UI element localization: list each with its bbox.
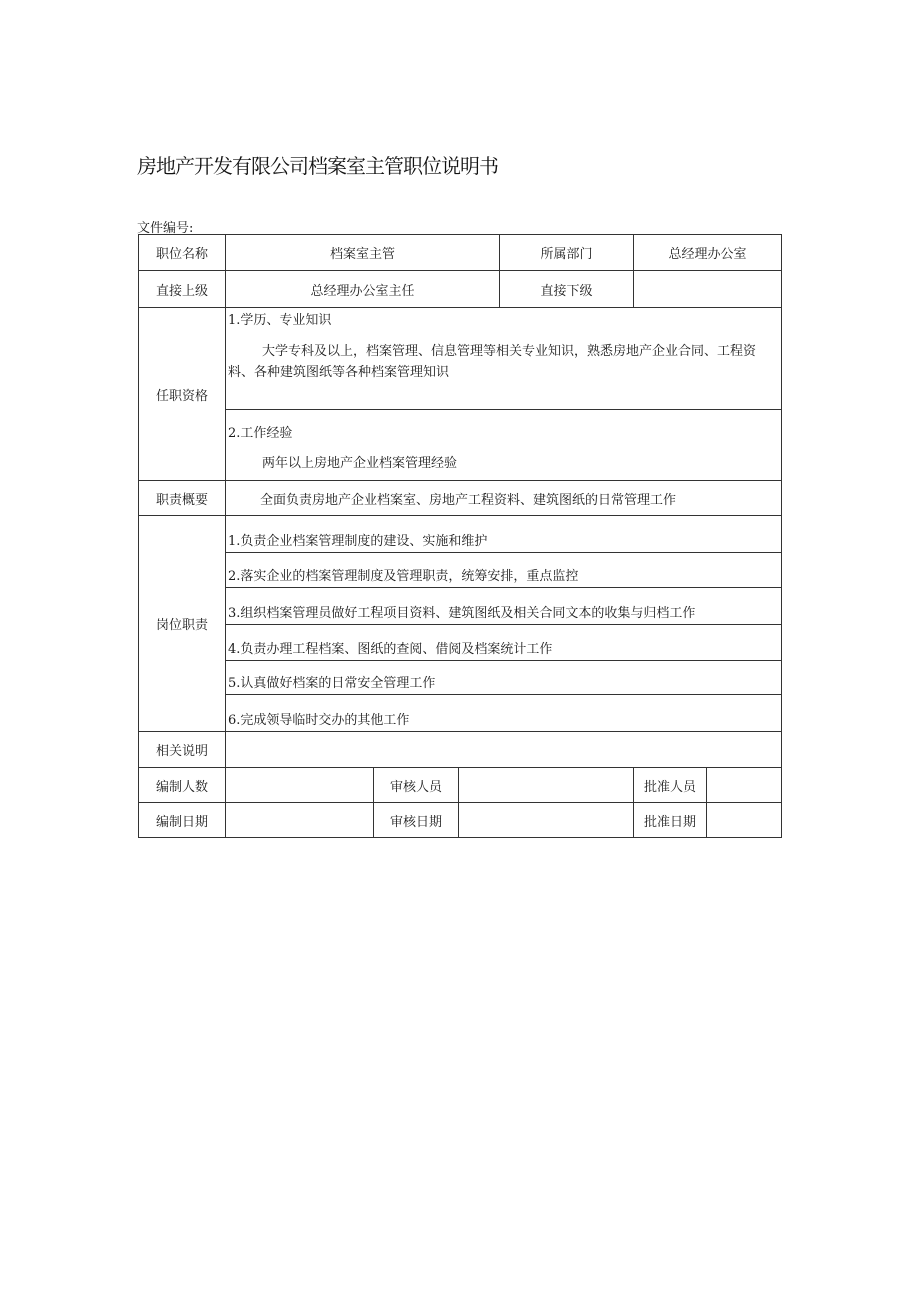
reviewed-date-value (459, 803, 634, 838)
department-label: 所属部门 (500, 235, 634, 271)
row-superior (139, 271, 782, 308)
duty-item: 2.落实企业的档案管理制度及管理职责，统筹安排，重点监控 (226, 553, 781, 588)
notes-value (226, 732, 782, 768)
reviewed-date-label: 审核日期 (374, 803, 459, 838)
direct-subordinate-value (634, 271, 782, 308)
education-body: 大学专科及以上，档案管理、信息管理等相关专业知识，熟悉房地产企业合同、工程资料、各种建筑图纸等各种档案管理知识 (228, 344, 757, 380)
qualification-cell (226, 308, 782, 481)
row-signoff-people (139, 768, 782, 803)
row-signoff-dates (139, 803, 782, 838)
position-name-value: 档案室主管 (226, 235, 500, 271)
doc-number-label: 文件编号: (137, 221, 194, 236)
summary-value: 全面负责房地产企业档案室、房地产工程资料、建筑图纸的日常管理工作 (226, 481, 782, 516)
duty-item: 4.负责办理工程档案、图纸的查阅、借阅及档案统计工作 (226, 625, 781, 661)
duty-item: 3.组织档案管理员做好工程项目资料、建筑图纸及相关合同文本的收集与归档工作 (226, 588, 781, 625)
approved-by-value (707, 768, 782, 803)
duty-item: 1.负责企业档案管理制度的建设、实施和维护 (226, 516, 781, 553)
approved-date-value (707, 803, 782, 838)
prepared-date-label: 编制日期 (139, 803, 226, 838)
education-section (226, 308, 781, 410)
position-name-label: 职位名称 (139, 235, 226, 271)
row-summary (139, 481, 782, 516)
row-position (139, 235, 782, 271)
duty-item: 5.认真做好档案的日常安全管理工作 (226, 661, 781, 695)
job-description-table (138, 234, 782, 838)
summary-label: 职责概要 (139, 481, 226, 516)
notes-label: 相关说明 (139, 732, 226, 768)
experience-body: 两年以上房地产企业档案管理经验 (262, 456, 458, 471)
direct-subordinate-label: 直接下级 (500, 271, 634, 308)
row-duties (139, 516, 782, 732)
row-notes (139, 732, 782, 768)
prepared-by-value (226, 768, 374, 803)
duties-label: 岗位职责 (139, 516, 226, 732)
qualification-label: 任职资格 (139, 308, 226, 481)
approved-by-label: 批准人员 (634, 768, 707, 803)
experience-section (226, 410, 781, 480)
education-heading: 1.学历、专业知识 (228, 313, 332, 328)
row-qualification (139, 308, 782, 481)
duty-item: 6.完成领导临时交办的其他工作 (228, 713, 410, 728)
reviewed-by-label: 审核人员 (374, 768, 459, 803)
prepared-by-label: 编制人数 (139, 768, 226, 803)
department-value: 总经理办公室 (634, 235, 782, 271)
experience-heading: 2.工作经验 (228, 426, 293, 441)
duties-cell (226, 516, 782, 732)
approved-date-label: 批准日期 (634, 803, 707, 838)
prepared-date-value (226, 803, 374, 838)
direct-superior-value: 总经理办公室主任 (226, 271, 500, 308)
reviewed-by-value (459, 768, 634, 803)
direct-superior-label: 直接上级 (139, 271, 226, 308)
document-title: 房地产开发有限公司档案室主管职位说明书 (137, 154, 498, 178)
